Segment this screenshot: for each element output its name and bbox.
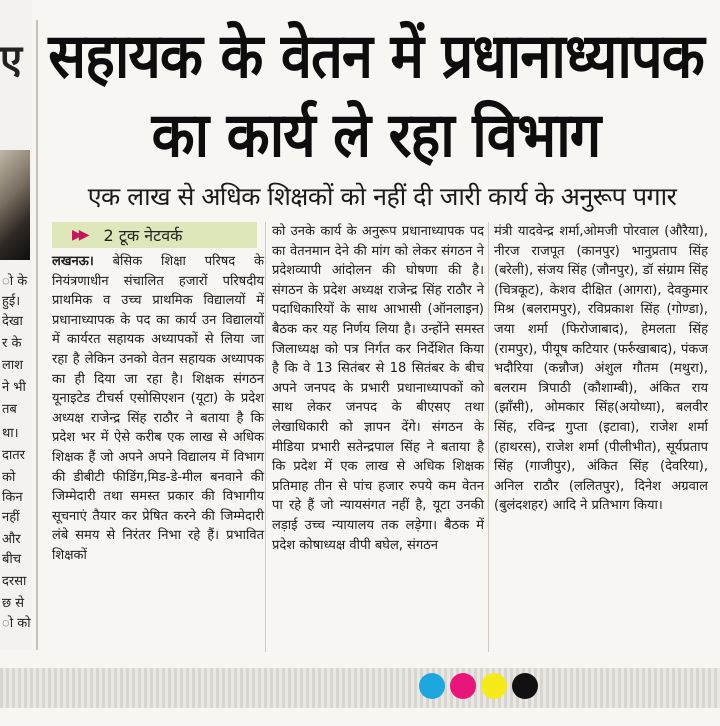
dateline: लखनऊ।	[52, 254, 94, 269]
adjacent-text-line: और	[2, 532, 21, 547]
adjacent-photo	[0, 150, 30, 260]
subheadline: एक लाख से अधिक शिक्षकों को नहीं दी जारी कार्य के अनुरूप पगार	[87, 182, 677, 211]
adjacent-text-line: हुई।	[2, 294, 21, 309]
adjacent-text-line: ने भी	[2, 380, 26, 395]
adjacent-text-line: ो के	[2, 274, 28, 289]
page-bottom-band	[0, 668, 720, 708]
adjacent-text-line: किन	[2, 490, 23, 505]
adjacent-text-line: था।	[2, 426, 19, 441]
adjacent-headline-fragment: ए	[0, 37, 23, 83]
adjacent-text-line: ो को	[2, 616, 31, 631]
column-divider	[265, 222, 266, 652]
article-column-3	[494, 222, 708, 516]
double-arrow-icon: ▶▶	[72, 227, 86, 243]
article-text: को उनके कार्य के अनुरूप प्रधानाध्यापक पद का वेतनमान देने की मांग को लेकर संगठन ने प्रदेशव्यापी आंदोलन की घोषणा की है। संगठन के प्रदेश अध्यक्ष राजेन्द्र सिंह राठौर ने पदाधिकारियों के साथ आभासी (ऑनलाइन) बैठक कर यह निर्णय लिया है। उन्होंने समस्त जिलाध्यक्ष को पत्र निर्गत कर निर्देशित किया है कि वे 13 सितंबर से 18 सितंबर के बीच अपने जनपद के प्रभारी प्रधानाध्यापकों को साथ लेकर जनपद के बीएसए तथा लेखाधिकारी को ज्ञापन देंगे। संगठन के मीडिया प्रभारी सतेन्द्रपाल सिंह ने बताया है कि प्रदेश में एक लाख से अधिक शिक्षक प्रतिमाह तीन से पांच हजार रुपये कम वेतन पा रहे हैं जो न्यायसंगत नहीं है, यूटा उनकी लड़ाई उच्च न्यायालय तक लड़ेगा। बैठक में प्रदेश कोषाध्यक्ष वीपी बघेल, संगठन	[272, 224, 484, 553]
byline-label: 2 टूक नेटवर्क	[103, 226, 183, 245]
cyan-registration-mark	[419, 673, 445, 699]
adjacent-text-line: छ से	[2, 596, 25, 611]
article-text: बेसिक शिक्षा परिषद के नियंत्रणाधीन संचालित हजारों परिषदीय प्राथमिक व उच्च प्राथमिक विद्यालयों में प्रधानाध्यापक के पद का कार्य उन विद्यालयों में कार्यरत सहायक अध्यापकों से लिया जा रहा है लेकिन उनको वेतन सहायक अध्यापक का ही दिया जा रहा है। शिक्षक संगठन यूनाइटेड टीचर्स एसोसिएशन (यूटा) के प्रदेश अध्यक्ष राजेन्द्र सिंह राठौर ने बताया है कि प्रदेश भर में ऐसे करीब एक लाख से अधिक शिक्षक हैं जो अपने अपने विद्यालय में विभाग की डीबीटी फीडिंग,मिड-डे-मील बनवाने की जिम्मेदारी तथा समस्त प्रकार की विभागीय सूचनाएं तैयार कर प्रेषित करने की जिम्मेदारी लंबे समय से निरंतर निभा रहे हैं। प्रभावित शिक्षकों	[52, 254, 264, 563]
adjacent-text-line: बीच	[2, 552, 22, 567]
adjacent-text-line: तब	[2, 402, 17, 417]
article-column-1	[52, 252, 264, 566]
byline-tag	[52, 222, 257, 248]
adjacent-text-line: को	[2, 470, 16, 485]
adjacent-text-line: दातर	[2, 448, 25, 463]
headline-line-1: सहायक के वेतन में प्रधानाध्यापक	[48, 20, 704, 93]
article-column-2	[272, 222, 484, 555]
column-rule	[36, 20, 38, 650]
article-text: मंत्री यादवेन्द्र शर्मा,ओमजी पोरवाल (औरैया), नीरज राजपूत (कानपुर) भानुप्रताप सिंह (बरेली), संजय सिंह (जौनपुर), डॉ संग्राम सिंह (चित्रकूट), केशव दीक्षित (आगरा), देवकुमार मिश्र (बलरामपुर), रविप्रकाश सिंह (गोण्डा), जया शर्मा (फिरोजाबाद), हेमलता सिंह (रामपुर), पीयूष कटियार (फर्रुखाबाद), पंकज भदौरिया (कन्नौज) अंशुल गौतम (मथुरा), बलराम त्रिपाठी (कौशाम्बी), अंकित राय (झाँसी), ओमकार सिंह(अयोध्या), बलवीर सिंह, रविन्द्र गुप्ता (इटावा), राजेश शर्मा (हाथरस), राजेश शर्मा (पीलीभीत), सूर्यप्रताप सिंह (गाजीपुर), अंकित सिंह (देवरिया), अनिल राठौर (ललितपुर), दिनेश अग्रवाल (बुलंदशहर) आदि ने प्रतिभाग किया।	[494, 224, 708, 514]
adjacent-text-line: दरसा	[2, 574, 27, 589]
adjacent-text-line: र के	[2, 336, 22, 351]
column-divider	[488, 222, 489, 652]
adjacent-text-line: देखा	[2, 314, 23, 329]
adjacent-article-fragment	[0, 0, 32, 650]
black-registration-mark	[512, 673, 538, 699]
adjacent-text-line: लाश	[2, 358, 24, 373]
adjacent-text-line: नहीं	[2, 510, 20, 525]
yellow-registration-mark	[481, 673, 507, 699]
headline-line-2: का कार्य ले रहा विभाग	[151, 99, 601, 172]
magenta-registration-mark	[450, 673, 476, 699]
